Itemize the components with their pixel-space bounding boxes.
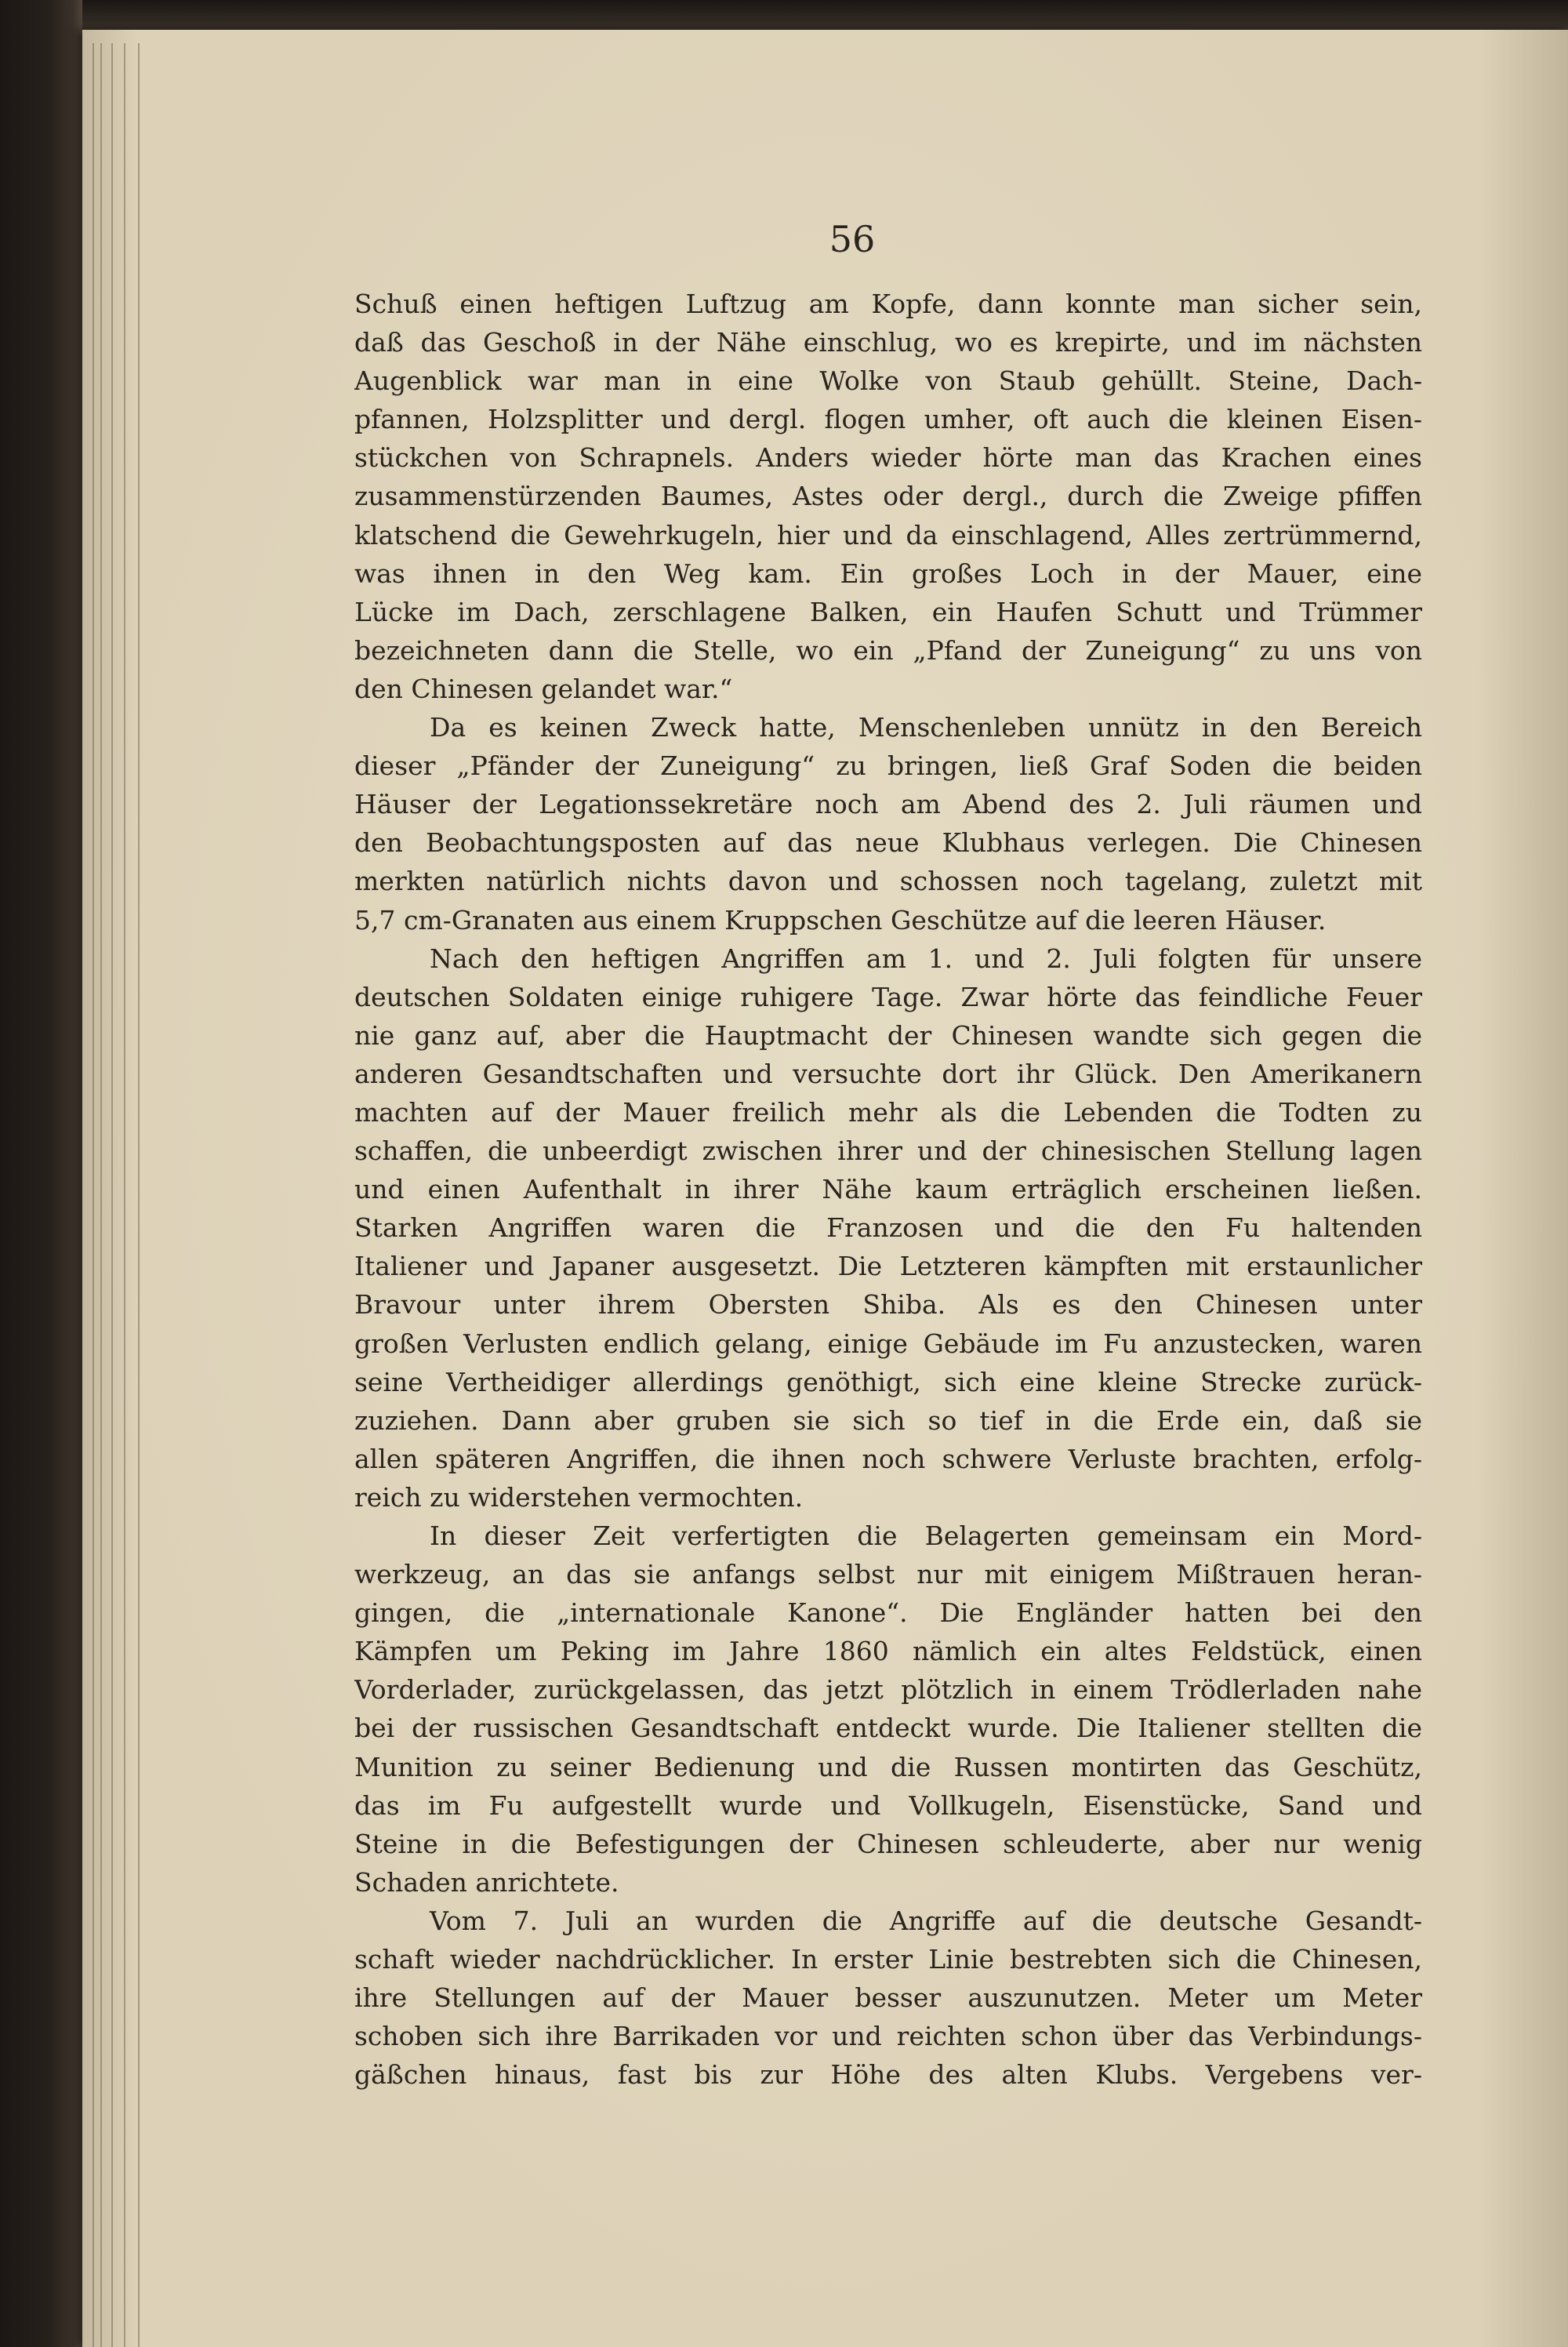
text-line: Vorderlader, zurückgelassen, das jetzt plötzlich in einem Trödlerladen nahe xyxy=(354,1674,1422,1706)
text-line: Kämpfen um Peking im Jahre 1860 nämlich ein altes Feldstück, einen xyxy=(354,1636,1422,1667)
text-line: schoben sich ihre Barrikaden vor und reichten schon über das Verbindungs- xyxy=(354,2021,1422,2052)
text-line: nie ganz auf, aber die Hauptmacht der Chinesen wandte sich gegen die xyxy=(354,1019,1422,1051)
book-binding xyxy=(0,0,86,2347)
text-line: Bravour unter ihrem Obersten Shiba. Als es den Chinesen unter xyxy=(354,1289,1422,1321)
text-line: Häuser der Legationssekretäre noch am Abend des 2. Juli räumen und xyxy=(354,789,1422,820)
text-line: daß das Geschoß in der Nähe einschlug, wo es krepirte, und im nächsten xyxy=(354,327,1422,358)
text-line: zuziehen. Dann aber gruben sie sich so tief in die Erde ein, daß sie xyxy=(354,1404,1422,1436)
text-line: Augenblick war man in eine Wolke von Staub gehüllt. Steine, Dach- xyxy=(354,365,1422,397)
text-line: gäßchen hinaus, fast bis zur Höhe des alten Klubs. Vergebens ver- xyxy=(354,2059,1422,2091)
text-line: anderen Gesandtschaften und versuchte dort ihr Glück. Den Amerikanern xyxy=(354,1058,1422,1089)
text-line: Steine in die Befestigungen der Chinesen schleuderte, aber nur wenig xyxy=(354,1828,1422,1859)
text-line: bei der russischen Gesandtschaft entdeckt wurde. Die Italiener stellten die xyxy=(354,1713,1422,1744)
text-line: dieser „Pfänder der Zuneigung“ zu bringen, ließ Graf Soden die beiden xyxy=(354,750,1422,782)
text-line: machten auf der Mauer freilich mehr als die Lebenden die Todten zu xyxy=(354,1096,1422,1128)
page-edge-line xyxy=(93,43,94,2347)
text-line: großen Verlusten endlich gelang, einige Gebäude im Fu anzustecken, waren xyxy=(354,1328,1422,1359)
text-line: merkten natürlich nichts davon und schossen noch tagelang, zuletzt mit xyxy=(354,866,1422,897)
text-line: ihre Stellungen auf der Mauer besser auszunutzen. Meter um Meter xyxy=(354,1982,1422,2014)
text-line: gingen, die „internationale Kanone“. Die Engländer hatten bei den xyxy=(354,1597,1422,1629)
text-line: Schuß einen heftigen Luftzug am Kopfe, dann konnte man sicher sein, xyxy=(354,289,1422,319)
page-number: 56 xyxy=(829,218,876,260)
page-edge-line xyxy=(111,43,113,2347)
text-line: Munition zu seiner Bedienung und die Russen montirten das Geschütz, xyxy=(354,1751,1422,1782)
text-line: und einen Aufenthalt in ihrer Nähe kaum erträglich erscheinen ließen. xyxy=(354,1174,1422,1205)
text-line: was ihnen in den Weg kam. Ein großes Loch in der Mauer, eine xyxy=(354,558,1422,589)
text-line: pfannen, Holzsplitter und dergl. flogen umher, oft auch die kleinen Eisen- xyxy=(354,404,1422,435)
text-line: schaft wieder nachdrücklicher. In erster Linie bestrebten sich die Chinesen, xyxy=(354,1944,1422,1975)
body-text xyxy=(354,285,1422,2094)
text-line: 5,7 cm-Granaten aus einem Kruppschen Geschütze auf die leeren Häuser. xyxy=(354,904,1327,936)
page-edge-line xyxy=(124,43,125,2347)
page-edge-line xyxy=(138,43,140,2347)
text-line: Italiener und Japaner ausgesetzt. Die Letzteren kämpften mit erstaunlicher xyxy=(354,1251,1422,1282)
text-line: Nach den heftigen Angriffen am 1. und 2. Juli folgten für unsere xyxy=(430,943,1422,974)
text-line: deutschen Soldaten einige ruhigere Tage. Zwar hörte das feindliche Feuer xyxy=(354,981,1422,1012)
text-line: Schaden anrichtete. xyxy=(354,1866,619,1898)
text-line: Starken Angriffen waren die Franzosen und die den Fu haltenden xyxy=(354,1212,1422,1244)
text-line: stückchen von Schrapnels. Anders wieder hörte man das Krachen eines xyxy=(354,442,1422,474)
text-line: bezeichneten dann die Stelle, wo ein „Pfand der Zuneigung“ zu uns von xyxy=(354,634,1422,666)
page-edge-line xyxy=(100,43,102,2347)
text-line: Vom 7. Juli an wurden die Angriffe auf die deutsche Gesandt- xyxy=(430,1905,1422,1936)
text-line: den Chinesen gelandet war.“ xyxy=(354,673,733,704)
text-line: den Beobachtungsposten auf das neue Klubhaus verlegen. Die Chinesen xyxy=(354,827,1422,859)
top-shadow xyxy=(82,0,1568,31)
text-line: schaffen, die unbeerdigt zwischen ihrer und der chinesischen Stellung lagen xyxy=(354,1135,1422,1167)
text-line: In dieser Zeit verfertigten die Belagerten gemeinsam ein Mord- xyxy=(430,1520,1422,1551)
text-line: zusammenstürzenden Baumes, Astes oder dergl., durch die Zweige pfiffen xyxy=(354,481,1422,512)
text-line: Da es keinen Zweck hatte, Menschenleben unnütz in den Bereich xyxy=(430,712,1422,743)
text-line: Lücke im Dach, zerschlagene Balken, ein Haufen Schutt und Trümmer xyxy=(354,596,1422,627)
text-line: werkzeug, an das sie anfangs selbst nur mit einigem Mißtrauen heran- xyxy=(354,1559,1422,1590)
text-line: seine Vertheidiger allerdings genöthigt, sich eine kleine Strecke zurück- xyxy=(354,1366,1422,1397)
text-line: allen späteren Angriffen, die ihnen noch schwere Verluste brachten, erfolg- xyxy=(354,1443,1422,1474)
text-line: reich zu widerstehen vermochten. xyxy=(354,1481,804,1513)
text-line: das im Fu aufgestellt wurde und Vollkugeln, Eisenstücke, Sand und xyxy=(354,1789,1422,1821)
text-line: klatschend die Gewehrkugeln, hier und da einschlagend, Alles zertrümmernd, xyxy=(354,519,1422,550)
